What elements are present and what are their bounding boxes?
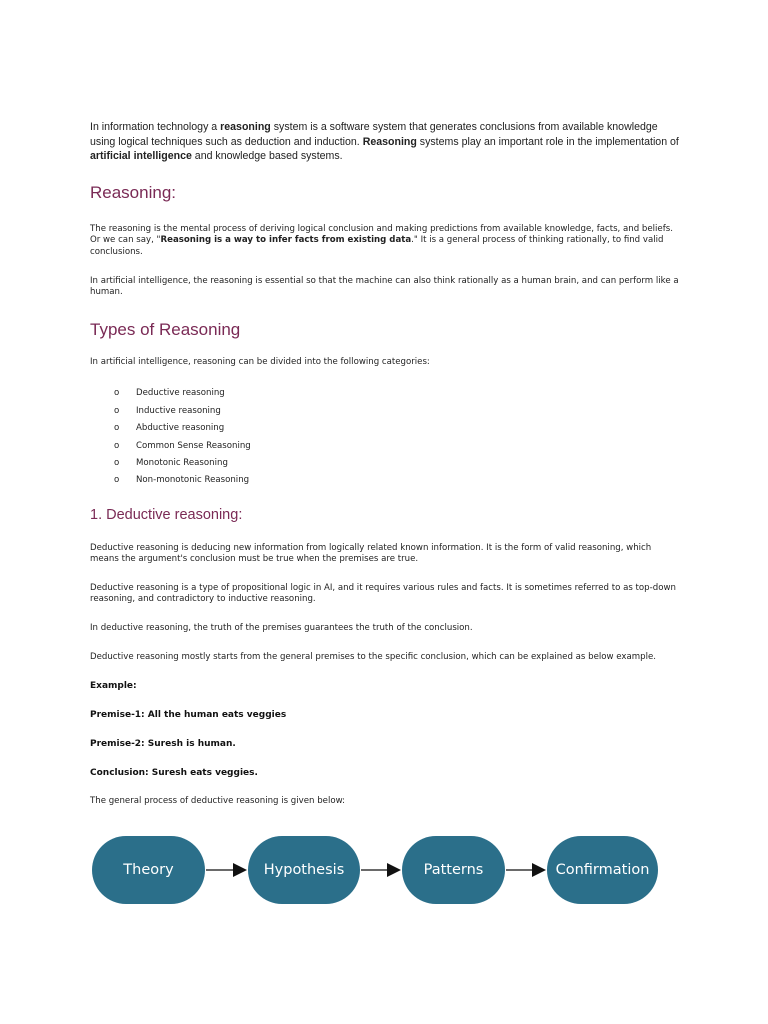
premise-1: Premise-1: All the human eats veggies <box>90 710 287 721</box>
reasoning-definition-bold: Reasoning is a way to infer facts from existing data <box>160 235 412 246</box>
intro-paragraph <box>90 120 680 164</box>
types-intro: In artificial intelligence, reasoning can be divided into the following categories: <box>90 356 430 367</box>
diagram-node-hypothesis: Hypothesis <box>248 836 360 904</box>
intro-bold-term: artificial intelligence <box>90 150 192 163</box>
diagram-node-confirmation: Confirmation <box>547 836 658 904</box>
intro-text: system is a software system that generates conclusions from available knowledge using logical techniques such as deduction and induction. <box>90 121 658 148</box>
diagram-node-theory: Theory <box>92 836 205 904</box>
deductive-heading: 1. Deductive reasoning: <box>90 506 243 523</box>
intro-bold-term: reasoning <box>220 121 271 133</box>
arrow-icon <box>505 860 547 880</box>
bullet-icon: o <box>114 423 120 434</box>
bullet-icon: o <box>114 405 120 416</box>
intro-text: In information technology a <box>90 121 221 133</box>
list-item: o Monotonic Reasoning <box>90 458 680 475</box>
bullet-icon: o <box>114 388 120 399</box>
deductive-paragraph-4: Deductive reasoning mostly starts from the general premises to the specific conclusion, which can be explained as below example. <box>90 651 656 662</box>
list-item: o Abductive reasoning <box>90 423 680 440</box>
list-item: o Non-monotonic Reasoning <box>90 475 680 492</box>
deductive-paragraph-2: Deductive reasoning is a type of propositional logic in AI, and it requires various rules and facts. It is sometimes referred to as top-down reasoning, and contradictory to inductive reasoning. <box>90 582 676 605</box>
intro-text: and knowledge based systems. <box>191 150 343 163</box>
diagram-node-patterns: Patterns <box>402 836 505 904</box>
deductive-process-diagram <box>92 836 658 906</box>
reasoning-paragraph-1: The reasoning is the mental process of deriving logical conclusion and making predictions from available knowledge, facts, and beliefs. Or we can say, "Reasoning is a way to infer facts from existing data." It is a general process of thinking rationally, to find valid conclusions. <box>90 223 673 257</box>
bullet-icon: o <box>114 457 120 468</box>
list-item: o Deductive reasoning <box>90 388 680 405</box>
bullet-icon: o <box>114 440 120 451</box>
types-heading: Types of Reasoning <box>90 319 241 339</box>
list-item: o Common Sense Reasoning <box>90 441 680 458</box>
reasoning-heading: Reasoning: <box>90 182 177 202</box>
example-label: Example: <box>90 681 137 692</box>
deductive-paragraph-1: Deductive reasoning is deducing new information from logically related known information. It is the form of valid reasoning, which means the argument's conclusion must be true when the premises are true. <box>90 542 652 565</box>
process-intro: The general process of deductive reasoning is given below: <box>90 796 346 807</box>
intro-bold-term: Reasoning <box>362 135 417 148</box>
premise-2: Premise-2: Suresh is human. <box>90 739 236 750</box>
arrow-icon <box>360 860 402 880</box>
document-body <box>90 120 680 808</box>
reasoning-paragraph-2: In artificial intelligence, the reasoning is essential so that the machine can also think rationally as a human brain, and can perform like a human. <box>90 275 679 298</box>
conclusion: Conclusion: Suresh eats veggies. <box>90 768 258 779</box>
list-item: o Inductive reasoning <box>90 406 680 423</box>
intro-text: systems play an important role in the implementation of <box>416 135 679 148</box>
reasoning-types-list <box>90 388 680 492</box>
bullet-icon: o <box>114 475 120 486</box>
deductive-paragraph-3: In deductive reasoning, the truth of the premises guarantees the truth of the conclusion. <box>90 623 473 634</box>
arrow-icon <box>205 860 248 880</box>
